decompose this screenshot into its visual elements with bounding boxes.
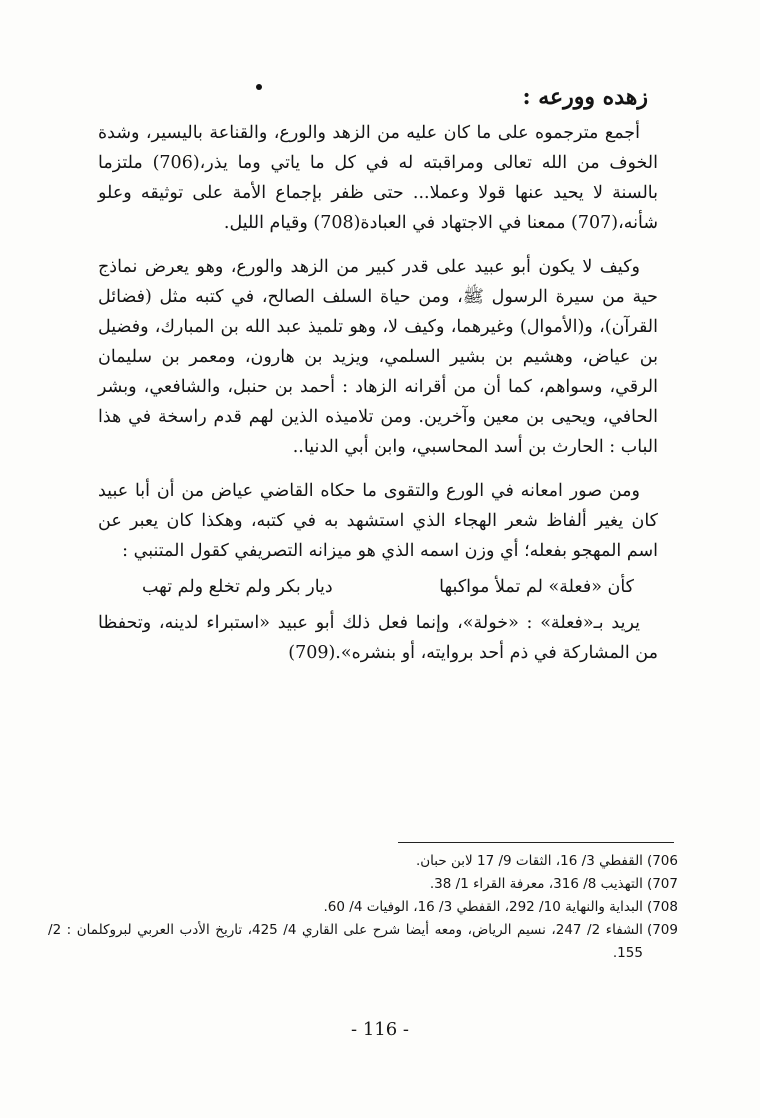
footnote-number: 709) — [646, 922, 678, 938]
footnote — [48, 919, 678, 965]
paragraph-1: أجمع مترجموه على ما كان عليه من الزهد والورع، والقناعة باليسير، وشدة الخوف من الله تعالى ومراقبته له في كل ما ياتي وما يذر،(706) ملتزما بالسنة لا يحيد عنها قولا وعملا... حتى ظفر بإجماع الأمة على توثيقه وعلو شأنه،(707) ممعنا في الاجتهاد في العبادة(708) وقيام الليل. — [98, 123, 659, 233]
footnote — [48, 896, 678, 919]
footnote-text: التهذيب 8/ 316، معرفة القراء 1/ 38. — [429, 876, 643, 892]
footnote — [48, 873, 678, 896]
section-heading: زهده وورعه : — [522, 84, 648, 110]
ink-dot — [256, 84, 262, 90]
footnote-text: القفطي 3/ 16، الثقات 9/ 17 لابن حبان. — [415, 853, 643, 869]
footnotes — [48, 850, 678, 965]
footnote-text: الشفاء 2/ 247، نسيم الرياض، ومعه أيضا شرح على القاري 4/ 425، تاريخ الأدب العربي لبروكلمان : 2/ 155. — [48, 922, 643, 961]
main-text — [98, 118, 658, 668]
paragraph-4: يريد بـ«فعلة» : «خولة»، وإنما فعل ذلك أبو عبيد «استبراء لدينه، وتحفظا من المشاركة في ذم أحد بروايته، أو بنشره».(709) — [98, 613, 658, 663]
footnote-number: 706) — [646, 853, 678, 869]
verse-first-hemistich: كأن «فعلة» لم تملأ مواكبها — [439, 577, 634, 597]
footnote-number: 707) — [646, 876, 678, 892]
footnote-separator — [398, 842, 674, 843]
footnote-number: 708) — [646, 899, 678, 915]
verse-second-hemistich: ديار بكر ولم تخلع ولم تهب — [142, 577, 333, 597]
poetry-verse — [98, 572, 658, 602]
paragraph-3: ومن صور امعانه في الورع والتقوى ما حكاه القاضي عياض من أن أبا عبيد كان يغير ألفاظ شعر الهجاء الذي استشهد به في كتبه، وهكذا كان يعبر عن اسم المهجو بفعله؛ أي وزن اسمه الذي هو ميزانه التصريفي كقول المتنبي : — [98, 481, 658, 561]
footnote-text: البداية والنهاية 10/ 292، القفطي 3/ 16، الوفيات 4/ 60. — [323, 899, 643, 915]
footnote — [48, 850, 678, 873]
paragraph-2: وكيف لا يكون أبو عبيد على قدر كبير من الزهد والورع، وهو يعرض نماذج حية من سيرة الرسول ﷺ، ومن حياة السلف الصالح، في كتبه مثل (فضائل القرآن)، و(الأموال) وغيرهما، وكيف لا، وهو تلميذ عبد الله بن المبارك، وفضيل بن عياض، وهشيم بن بشير السلمي، ويزيد بن هارون، ومعمر بن سليمان الرقي، وسواهم، كما أن من أقرانه الزهاد : أحمد بن حنبل، والشافعي، وبشر الحافي، ويحيى بن معين وآخرين. ومن تلاميذه الذين لهم قدم راسخة في هذا الباب : الحارث بن أسد المحاسبي، وابن أبي الدنيا.. — [98, 257, 658, 457]
page-number: - 116 - — [351, 1019, 409, 1040]
